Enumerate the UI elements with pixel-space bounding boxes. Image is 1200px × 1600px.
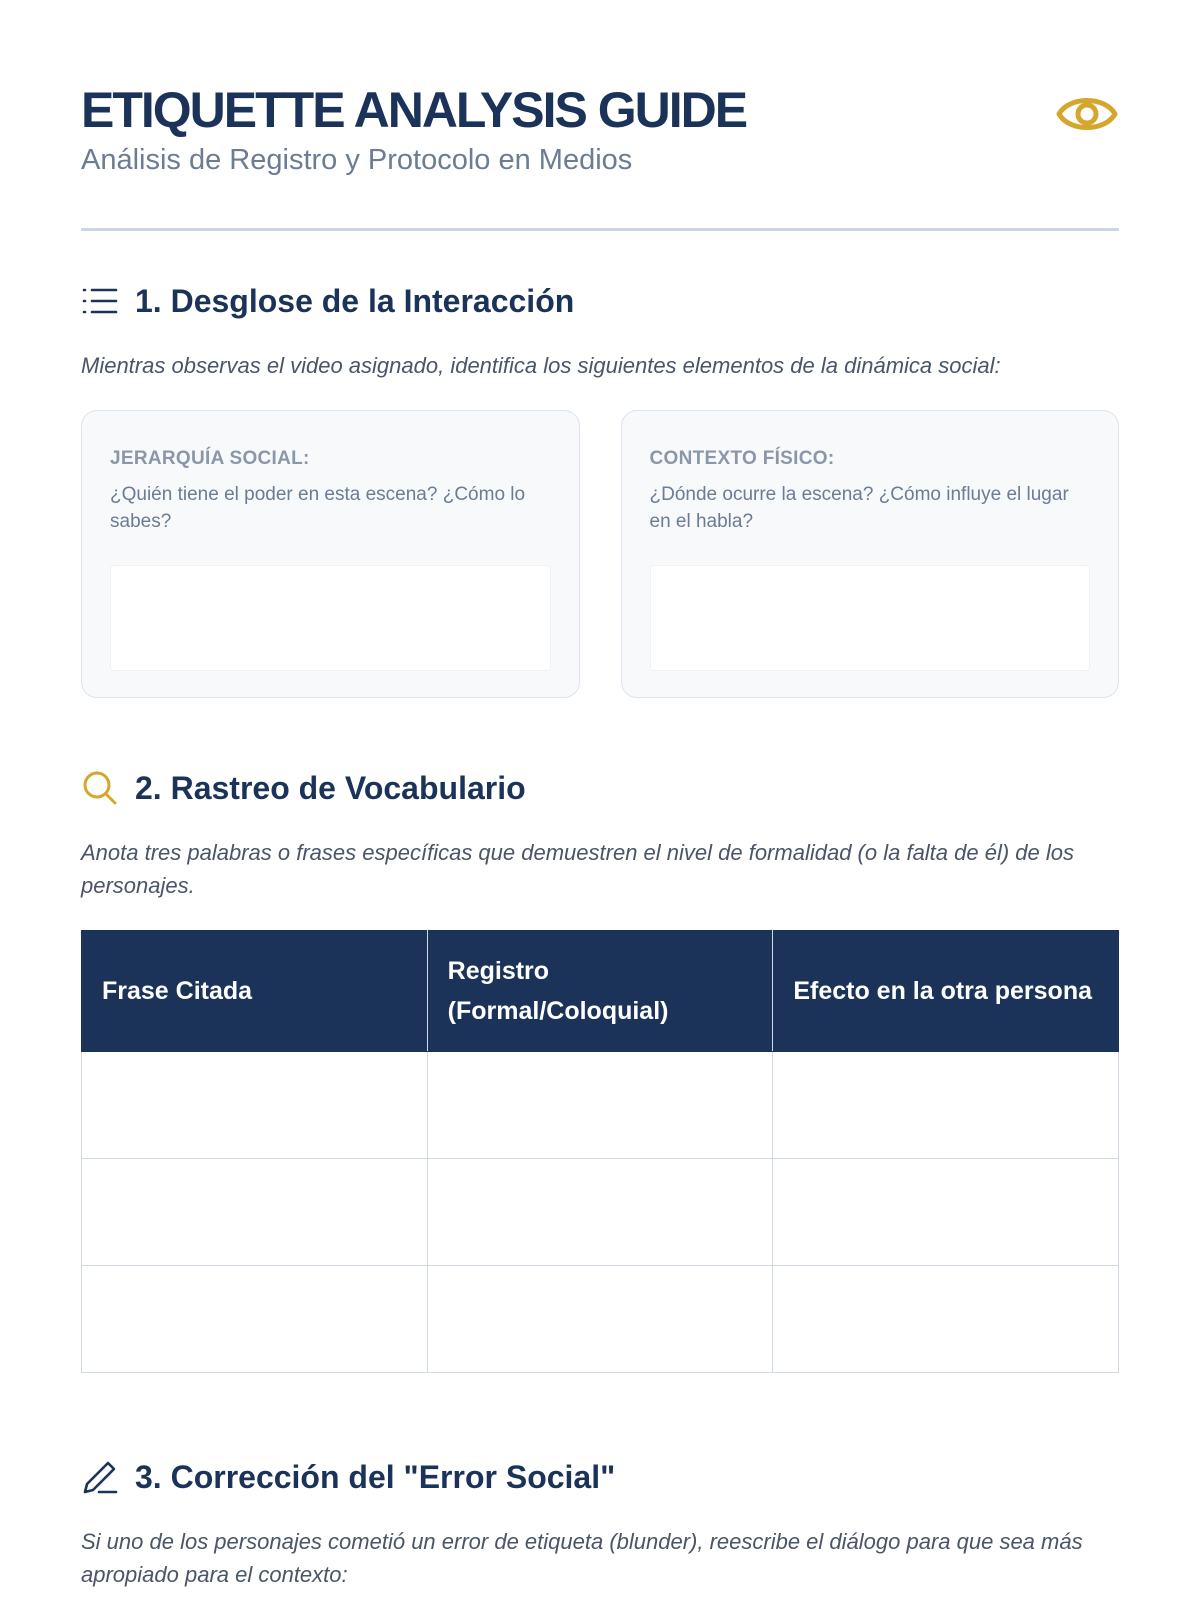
search-icon (81, 769, 119, 807)
table-cell[interactable] (82, 1266, 428, 1373)
page-header (81, 0, 1119, 231)
table-row (82, 1266, 1119, 1373)
table-cell[interactable] (82, 1052, 428, 1159)
table-row (82, 1159, 1119, 1266)
table-cell[interactable] (427, 1052, 773, 1159)
card-label: JERARQUÍA SOCIAL: (110, 448, 310, 469)
card-question: ¿Quién tiene el poder en esta escena? ¿Cómo lo sabes? (110, 484, 526, 532)
list-icon (81, 282, 119, 320)
column-header-effect: Efecto en la otra persona (773, 931, 1119, 1052)
section-3-instructions: Si uno de los personajes cometió un error de etiqueta (blunder), reescribe el diálogo para que sea más apropiado para el contexto: (81, 1529, 1083, 1587)
card-question: ¿Dónde ocurre la escena? ¿Cómo influye el lugar en el habla? (649, 484, 1069, 532)
section-1-header (81, 281, 1119, 321)
vocabulary-table (81, 930, 1119, 1373)
section-3-header (81, 1457, 1119, 1497)
table-cell[interactable] (427, 1266, 773, 1373)
table-cell[interactable] (773, 1266, 1119, 1373)
eye-icon (1055, 88, 1119, 140)
section-2-header (81, 768, 1119, 808)
section-2-title: 2. Rastreo de Vocabulario (135, 770, 526, 806)
table-header-row (82, 931, 1119, 1052)
social-hierarchy-answer-box[interactable] (110, 565, 551, 671)
section-3-title: 3. Corrección del "Error Social" (135, 1459, 616, 1495)
column-header-quote: Frase Citada (82, 931, 428, 1052)
section-2-instructions: Anota tres palabras o frases específicas que demuestren el nivel de formalidad (o la falta de él) de los personajes. (81, 840, 1074, 898)
column-header-register: Registro (Formal/Coloquial) (427, 931, 773, 1052)
table-cell[interactable] (427, 1159, 773, 1266)
table-cell[interactable] (773, 1052, 1119, 1159)
physical-context-answer-box[interactable] (650, 565, 1091, 671)
section-1-instructions: Mientras observas el video asignado, identifica los siguientes elementos de la dinámica social: (81, 353, 1001, 378)
page-title: ETIQUETTE ANALYSIS GUIDE (81, 82, 747, 138)
page-subtitle: Análisis de Registro y Protocolo en Medios (81, 144, 633, 176)
card-label: CONTEXTO FÍSICO: (649, 448, 835, 469)
table-cell[interactable] (82, 1159, 428, 1266)
section-1-title: 1. Desglose de la Interacción (135, 283, 575, 319)
card-social-hierarchy (81, 410, 580, 698)
card-physical-context (621, 410, 1120, 698)
pencil-icon (81, 1458, 119, 1496)
interaction-cards (81, 410, 1119, 698)
table-cell[interactable] (773, 1159, 1119, 1266)
table-row (82, 1052, 1119, 1159)
